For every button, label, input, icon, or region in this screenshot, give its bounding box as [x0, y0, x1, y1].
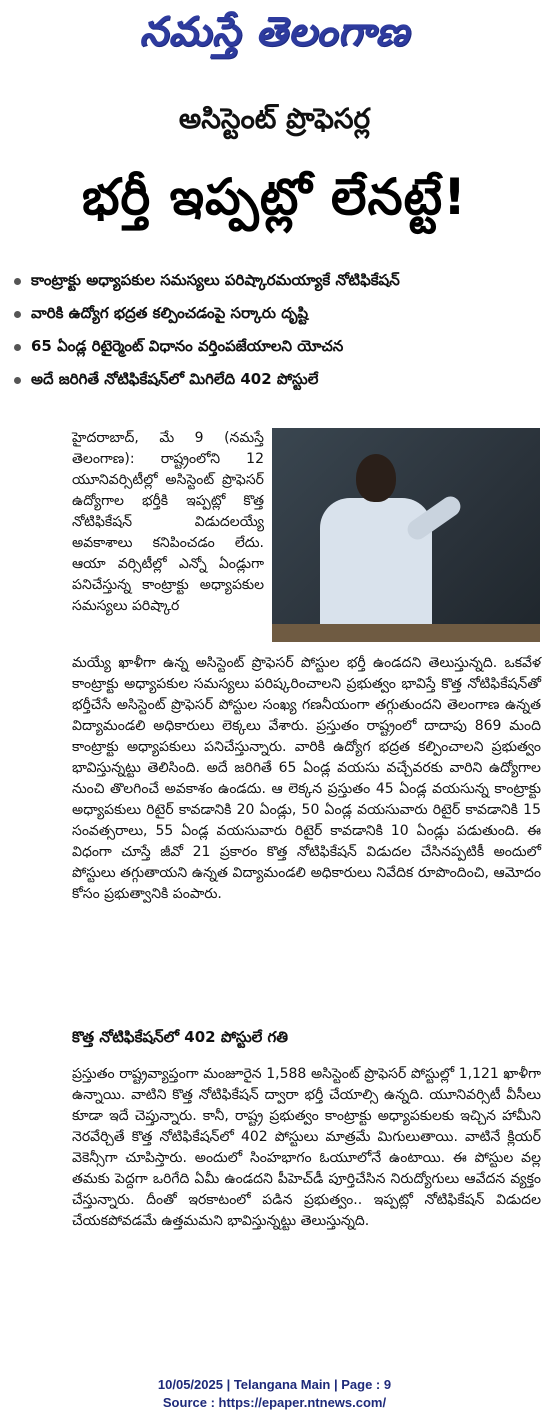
highlight-bullets [14, 265, 544, 397]
source-link[interactable]: Source : https://epaper.ntnews.com/ [162, 1395, 387, 1410]
headline-kicker: అసిస్టెంట్ ప్రొఫెసర్ల [178, 102, 371, 135]
bullet-text: 65 ఏండ్ల రిటైర్మెంట్ విధానం వర్తింపజేయాలని యోచన [31, 336, 344, 355]
chalk-ledge [272, 624, 540, 642]
teacher-head [356, 454, 396, 502]
bullet-dot-icon [14, 344, 21, 351]
bullet-text: కాంట్రాక్టు అధ్యాపకుల సమస్యలు పరిష్కారమయ్యాకే నోటిఫికేషన్ [31, 270, 400, 289]
bullet-text: అదే జరిగితే నోటిఫికేషన్‌లో మిగిలేది 402 పోస్టులే [31, 369, 319, 388]
bullet-dot-icon [14, 311, 21, 318]
edition-info: 10/05/2025 | Telangana Main | Page : 9 [157, 1377, 392, 1392]
article-paragraph-1-narrow: హైదరాబాద్, మే 9 (నమస్తే తెలంగాణ): రాష్ట్రంలోని 12 యూనివర్సిటీల్లో అసిస్టెంట్ ప్రొఫెసర్ ఉద్యోగాల భర్తీకి ఇప్పట్లో కొత్త నోటిఫికేషన్ విడుదలయ్యే అవకాశాలు కనిపించడం లేదు. ఆయా వర్సిటీల్లో ఎన్నో ఏండ్లుగా పనిచేస్తున్న కాంట్రాక్టు అధ్యాపకుల సమస్యలు పరిష్కార [72, 430, 264, 614]
bullet-item [14, 298, 544, 331]
bullet-item [14, 331, 544, 364]
page-footer [0, 1376, 549, 1412]
headline: భర్తీ ఇప్పట్లో లేనట్టే! [82, 168, 467, 226]
article-photo [272, 428, 540, 642]
bullet-dot-icon [14, 278, 21, 285]
bullet-item [14, 364, 544, 397]
article-subheading: కొత్త నోటిఫికేషన్‌లో 402 పోస్టులే గతి [72, 1028, 288, 1046]
newspaper-logo: నమస్తే తెలంగాణ [139, 9, 410, 55]
masthead [0, 4, 549, 70]
bullet-dot-icon [14, 377, 21, 384]
article-paragraph-1: మయ్యే ఖాళీగా ఉన్న అసిస్టెంట్ ప్రొఫెసర్ పోస్టుల భర్తీ ఉండదని తెలుస్తున్నది. ఒకవేళ కాంట్రాక్టు అధ్యాపకుల సమస్యలు పరిష్కరించాలని ప్రభుత్వం భావిస్తే కొత్త నోటిఫికేషన్‌తో భర్తీచేసే అసిస్టెంట్ ప్రొఫెసర్ పోస్టుల సంఖ్య గణనీయంగా తగ్గుతుందని తెలంగాణ ఉన్నత విద్యామండలి అధికారులు లెక్కలు వేశారు. ప్రస్తుతం రాష్ట్రంలో దాదాపు 869 మంది కాంట్రాక్టు అధ్యాపకులు పనిచేస్తున్నారు. వారికి ఉద్యోగ భద్రత కల్పించాలని ప్రభుత్వం భావిస్తున్నట్టు తెలిసింది. అదే జరిగితే 65 ఏండ్ల వయసు వచ్చేవరకు వారిని ఉద్యోగాల నుంచి తొలగించే అవకాశం ఉండదు. ఆ లెక్కన ప్రస్తుతం 45 ఏండ్ల వయసున్న కాంట్రాక్టు అధ్యాపకులు రిటైర్ కావడానికి 20 ఏండ్లు, 50 ఏండ్ల వయసువారు రిటైర్ కావడానికి 15 సంవత్సరాలు, 55 ఏండ్ల వయసువారు రిటైర్ కావడానికి 10 ఏండ్లు పడుతుంది. ఈ విధంగా చూస్తే జీవో 21 ప్రకారం కొత్త నోటిఫికేషన్ విడుదల చేసినప్పటికీ అందులో పోస్టులు తగ్గుతాయని ఉన్నత విద్యామండలి అధికారులు నివేదిక రూపొందించి, ఆమోదం కోసం ప్రభుత్వానికి పంపారు. [72, 655, 541, 902]
bullet-item [14, 265, 544, 298]
article-paragraph-2: ప్రస్తుతం రాష్ట్రవ్యాప్తంగా మంజూరైన 1,588 అసిస్టెంట్ ప్రొఫెసర్ పోస్టుల్లో 1,121 ఖాళీగా ఉన్నాయి. వాటిని కొత్త నోటిఫికేషన్ ద్వారా భర్తీ చేయాల్సి ఉన్నది. యూనివర్సిటీ వీసీలు కూడా ఇదే చెప్తున్నారు. కానీ, రాష్ట్ర ప్రభుత్వం కాంట్రాక్టు అధ్యాపకులకు ఇచ్చిన హామీని నెరవేర్చితే కొత్త నోటిఫికేషన్‌లో 402 పోస్టులు మాత్రమే మిగులుతాయి. వాటినే క్లియర్ వెకెన్సీగా చూపిస్తారు. అందులో సింహభాగం ఓయూలోనే ఉంటాయి. ఈ పోస్టుల వల్ల తమకు పెద్దగా ఒరిగేది ఏమీ ఉండదని పీహెచ్‌డీ పూర్తిచేసిన నిరుద్యోగులు ఆవేదన వ్యక్తం చేస్తున్నారు. దీంతో ఇరకాటంలో పడిన ప్రభుత్వం.. ఇప్పట్లో నోటిఫికేషన్ విడుదల చేయకపోవడమే ఉత్తమమని భావిస్తున్నట్టు తెలుస్తున్నది. [72, 1066, 541, 1229]
bullet-text: వారికి ఉద్యోగ భద్రత కల్పించడంపై సర్కారు దృష్టి [31, 303, 309, 322]
